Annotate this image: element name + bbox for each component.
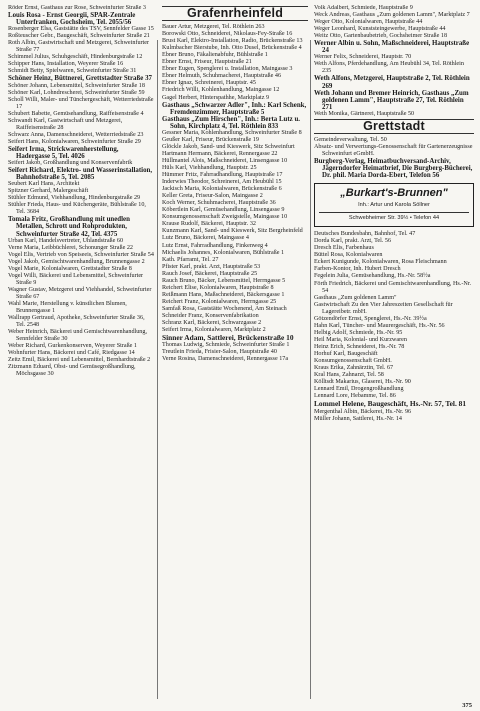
directory-entry: Rauch Josef, Bäckerei, Hauptstraße 25: [162, 270, 258, 277]
directory-entry: Verne Rosina, Damenschneiderei, Rennergasse 17a: [162, 356, 289, 363]
directory-entry: Brust Karl, Elektro-Installation, Radio, Brückenstraße 13: [162, 38, 303, 45]
directory-entry: Schöner Karl, Lohndrescherei, Schweinfurter Straße 59: [8, 89, 145, 96]
directory-entry: Lennard Emil, Drogengroßhandlung: [314, 386, 404, 393]
directory-entry: Seifert Irma, Kolonialwaren, Marktplatz 2: [162, 327, 266, 334]
directory-entry: Stühler Frieda, Haus- und Küchengeräte, Bühlstraße 10, Tel. 3684: [8, 202, 146, 216]
section-heading: Grettstadt: [314, 119, 474, 134]
directory-entry: Helbig Adolf, Schmiede, Hs.-Nr. 95: [314, 329, 403, 336]
directory-entry: Roth Albin, Gastwirtschaft und Metzgerei, Schweinfurter Straße 77: [8, 40, 150, 54]
directory-entry: Ebner Ernst, Friseur, Hauptstraße 21: [162, 59, 252, 66]
directory-entry: Werner Felix, Schneiderei, Hauptstr. 70: [314, 54, 412, 61]
directory-entry: Weth Alfons, Metzgerei, Hauptstraße 2, Tel. Röthlein 269: [314, 75, 470, 90]
directory-entry: Kulmbacher Bierstube, Inh. Otto Dusel, Brückenstraße 4: [162, 45, 302, 52]
directory-entry: Seifert Hans, Kolonialwaren, Schweinfurter Straße 29: [8, 138, 141, 145]
directory-entry: Weth Monika, Gärtnerei, Hauptstraße 50: [314, 110, 415, 117]
directory-entry: Gagel Herbert, Hinterspathhe, Marktplatz 9: [162, 94, 270, 101]
directory-entry: Zitzmann Eduard, Obst- und Gemüsegroßhandlung, Möchsgasse 30: [8, 364, 136, 378]
directory-entry: Reichert Elise, Kolonialwaren, Hauptstraße 8: [162, 284, 274, 291]
directory-entry: Schimmel Julius, Schuhgeschäft, Hindenburgstraße 12: [8, 54, 143, 61]
directory-entry: Lutz Ernst, Fahrradhandlung, Finkenweg 4: [162, 242, 268, 249]
column-divider: [310, 40, 311, 699]
ad-name: „Burkart's-Brunnen": [340, 187, 448, 200]
directory-entry: Köbertlein Karl, Gemüsehandlung, Linsengasse 9: [162, 207, 285, 214]
directory-entry: Roßteuscher Gebr., Baugeschäft, Schweinfurter Straße 21: [8, 33, 150, 40]
directory-entry: Gastwirtschaft Zu den Vier Jahreszeiten Gesellschaft für Lagereibetr. mbH.: [314, 301, 453, 315]
section-heading: Grafenrheinfeld: [162, 6, 308, 21]
directory-entry: Schipper Hans, Installation, Weyerer Straße 16: [8, 61, 124, 68]
column-2: [162, 5, 308, 701]
ad-owner: Inh.: Artur und Karola Söllner: [358, 202, 430, 209]
directory-entry: Schöner Heinz, Büttnerei, Grettstadter Straße 37: [8, 75, 152, 83]
directory-entry: Vogel Jakob, Gemischtwarenhandlung, Brunnengasse 2: [8, 258, 145, 265]
directory-entry: Seifert Jakob, Großhandlung und Konservenfabrik: [8, 160, 133, 167]
directory-entry: Deutsches Bundesbahn, Bahnhof, Tel. 47: [314, 231, 416, 238]
directory-entry: Louis Rosa - Ernst Georgii, SPAR-Zentrale Unterfranken, Gochsheim, Tel. 2055/56: [8, 12, 136, 27]
directory-entry: Förth Friedrich, Bäckerei und Gemischtwarenhandlung, Hs.-Nr. 54: [314, 280, 472, 294]
page-number: 375: [462, 701, 472, 709]
directory-entry: Kraus Erika, Zahnärztin, Tel. 67: [314, 365, 394, 372]
directory-entry: Glöckle Jakob, Sand- und Kieswerk, Sitz Schweinfurt: [162, 143, 295, 150]
directory-entry: Schwarz Anna, Damenschneiderei, Wetterriedstraße 23: [8, 131, 144, 138]
directory-entry: Hüls Karl, Viehhandlung, Hauptstr. 25: [162, 164, 257, 171]
column-1: [8, 5, 154, 701]
directory-entry: Schöner Johann, Lebensmittel, Schweinfurter Straße 18: [8, 82, 145, 89]
directory-entry: Vogel Willi, Bäckerei und Lebensmittel, Schweinfurter Straße 9: [8, 272, 144, 286]
directory-entry: Lennard Lore, Hebamme, Tel. 86: [314, 393, 396, 400]
directory-entry: Reißmann Hans, Maßschneiderei, Bäckersgasse 1: [162, 291, 285, 298]
directory-entry: Farben-Kontor, Inh. Hubert Dresch: [314, 266, 401, 273]
directory-entry: Treutlein Frieda, Frisier-Salon, Hauptstraße 40: [162, 349, 277, 356]
directory-entry: Schmidt Betty, Spielwaren, Schweinfurter Straße 31: [8, 68, 137, 75]
directory-entry: Pfister Karl, prakt. Arzt, Hauptstraße 53: [162, 263, 261, 270]
directory-entry: Verne Maria, Leibbüchlerei, Schonunger Straße 22: [8, 244, 133, 251]
directory-entry: Horhuf Karl, Baugeschäft: [314, 350, 378, 357]
directory-entry: Keller Greta, Friseur-Salon, Maingasse 2: [162, 193, 263, 200]
directory-entry: Tomala Fritz, Großhandlung mit unedlen Metallen, Schrott und Rohprodukten, Schweinfurter Straße 42, Tel. 4375: [8, 216, 130, 238]
directory-entry: Mergenthal Albin, Bäckerei, Hs.-Nr. 96: [314, 408, 412, 415]
directory-entry: Büttel Rosa, Kolonialwaren: [314, 252, 383, 259]
directory-entry: Weth Johann und Bremer Heinrich, Gasthaus „Zum goldenen Lamm", Hauptstraße 27, Tel. Röthlein 271: [314, 89, 469, 111]
directory-entry: Ebner Bruno, Fäkalienabfuhr, Bühlstraße 1: [162, 52, 268, 59]
directory-entry: Ebner Eugen, Spenglerei u. Installation, Maingasse 3: [162, 66, 293, 73]
directory-entry: Dorda Karl, prakt. Arzt, Tel. 56: [314, 238, 392, 245]
directory-entry: Thomas Ludwig, Schmiede, Schweinfurter Straße 1: [162, 342, 290, 349]
directory-entry: Kölltsdt Makarius, Glaserei, Hs.-Nr. 90: [314, 379, 411, 386]
directory-entry: Schranz Karl, Bäckerei, Schwarzgasse 2: [162, 320, 262, 327]
directory-entry: Röder Ernst, Gasthaus zur Rose, Schweinfurter Straße 3: [8, 5, 146, 11]
directory-entry: Konsumgenossenschaft GmbH.: [314, 358, 392, 365]
directory-entry: Gessner Maria, Kohlenhandlung, Schweinfurter Straße 8: [162, 129, 302, 136]
directory-entry: Inderwies Theodor, Schreinerei, Am Heubühl 15: [162, 179, 282, 186]
directory-entry: Absatz- und Verwertungs-Genossenschaft für Gartenerzeugnisse Schweinfurt eGmbH.: [314, 143, 473, 157]
directory-entry: Weber Richard, Gurkenkonserven, Weyerer Straße 1: [8, 343, 137, 350]
directory-entry: Kral Hans, Zahnarzt, Tel. 58: [314, 372, 384, 379]
directory-entry: Hüllmantel Alois, Maßschneiderei, Linsengasse 10: [162, 157, 288, 164]
directory-entry: Werner Albin u. Sohn, Maßschneiderei, Hauptstraße 24: [314, 40, 470, 55]
directory-entry: Kath. Pfarramt, Tel. 27: [162, 256, 219, 263]
directory-entry: Hümmer Fritz, Fahrradhandlung, Hauptstraße 17: [162, 172, 283, 179]
directory-entry: Michaelis Johannes, Kolonialwaren, Bühlstraße 1: [162, 249, 285, 256]
directory-entry: Konsumgenossenschaft Zweigstelle, Maingasse 10: [162, 214, 288, 221]
column-divider: [157, 40, 158, 699]
directory-entry: Friedrich Willi, Kohlenhandlung, Maingasse 12: [162, 87, 280, 94]
directory-entry: Weber Heinrich, Bäckerei und Gemischtwarenhandlung, Sennfelder Straße 30: [8, 329, 147, 343]
directory-entry: Weger Leonhard, Kunststeingewerbe, Hauptstraße 44: [314, 26, 446, 33]
directory-entry: Sinner Adam, Sattlerei, Brückenstraße 10: [162, 333, 294, 343]
directory-entry: Wallrapp Gertraud, Apotheke, Schweinfurter Straße 36, Tel. 2548: [8, 315, 145, 329]
directory-entry: Gasthaus „Zum goldenen Lamm": [314, 294, 397, 301]
directory-entry: Schubert Babette, Gemüsehandlung, Raiffeisenstraße 4: [8, 110, 144, 117]
directory-entry: Weck Andreas, Gasthaus „Zum goldenen Lamm", Marktplatz 7: [314, 12, 470, 19]
directory-entry: Geußer Karl, Friseur, Brückenstraße 19: [162, 136, 259, 143]
directory-entry: Spitzner Gerhard, Malergeschäft: [8, 188, 89, 195]
directory-entry: Weitz Otto, Gartenbaubetrieb, Gochsheimer Straße 18: [314, 33, 448, 40]
directory-entry: Eckert Kunigunde, Kolonialwaren, Rosa Fleischmann: [314, 259, 447, 266]
directory-entry: Lommel Helene, Baugeschäft, Hs.-Nr. 57, Tel. 81: [314, 399, 467, 409]
directory-entry: Volk Adalbert, Schmiede, Hauptstraße 9: [314, 5, 413, 11]
directory-entry: Scholl Willi, Maler- und Tünchergeschäft, Wetterriedstraße 17: [8, 96, 154, 110]
directory-entry: Ebner Ignaz, Schreinerei, Hauptstr. 45: [162, 80, 256, 87]
directory-entry: Rauch Bruno, Bäcker, Lebensmittel, Herrngasse 5: [162, 277, 286, 284]
directory-entry: Zeitz Emil, Bäckerei und Lebensmittel, Bernhardtstraße 2: [8, 357, 151, 364]
directory-entry: Schwandt Karl, Gastwirtschaft und Metzgerei, Raiffeisenstraße 28: [8, 117, 123, 131]
directory-entry: Gasthaus „Zum Hirschen", Inh.: Berta Lutz u. Sohn, Kirchplatz 4, Tel. Röthlein 833: [162, 115, 301, 130]
directory-entry: Samfaß Rosa, Gaststätte Wochenend, Am Steinach: [162, 305, 287, 312]
directory-entry: Heinz Erich, Schneiderei, Hs.-Nr. 78: [314, 343, 405, 350]
directory-entry: Rosenberger Elsa, Gaststätte des TSV, Sennfelder Gasse 15: [8, 26, 154, 33]
directory-entry: Vogel Marie, Kolonialwaren, Grettstadter Straße 8: [8, 265, 132, 272]
column-3: [314, 5, 474, 701]
directory-entry: Jackisch Maria, Kolonialwaren, Brückenstraße 6: [162, 186, 282, 193]
directory-entry: Bauer Artur, Metzgerei, Tel. Röthlein 263: [162, 24, 265, 31]
directory-entry: Seubert Karl Hans, Architekt: [8, 181, 80, 188]
directory-entry: Kunzmann Karl, Sand- und Kieswerk, Sitz Bergrheinfeld: [162, 228, 303, 235]
directory-entry: Lutz Bruno, Bäckerei, Maingasse 4: [162, 235, 249, 242]
directory-entry: Vogel Elis, Vertrieb von Speiseeis, Schweinfurter Straße 54: [8, 251, 154, 258]
directory-entry: Fegelein Julia, Gemüsehandlung, Hs.-Nr. 58½a: [314, 273, 431, 280]
directory-entry: Gasthaus „Schwarzer Adler", Inh.: Karl Schenk, Fremdenzimmer, Hauptstraße 5: [162, 101, 307, 116]
directory-entry: Reichert Franz, Kolonialwaren, Herrngasse 25: [162, 298, 277, 305]
directory-entry: Borowski Otto, Schneiderei, Nikolaus-Fey-Straße 16: [162, 31, 293, 38]
advertisement-box: [314, 183, 474, 227]
directory-entry: Hartmann Hermann, Bäckerei, Rennergasse 22: [162, 150, 278, 157]
directory-entry: Seifert Irma, Strickwarenherstellung, Hadergasse 5, Tel. 4026: [8, 145, 119, 160]
directory-entry: Burgberg-Verlag, Heimatbuchversand-Archiv, Jägerndorfer Heimatbrief, Die Burgberg-Bücherei, Dr. phil. Maria Dorda-Ebert, Telefon 56: [314, 157, 473, 180]
directory-entry: Urban Karl, Handelsvertreter, Uhlandstraße 60: [8, 237, 124, 244]
directory-entry: Seifert Richard, Elektro- und Wasserinstallation, Bahnhofstraße 5, Tel. 2085: [8, 167, 153, 182]
directory-entry: Schneider Franz, Konservenfabrikation: [162, 312, 259, 319]
directory-entry: Müller Johann, Sattlerei, Hs.-Nr. 14: [314, 415, 403, 422]
directory-entry: Wohnfurter Hans, Bäckerei und Café, Riedgasse 14: [8, 350, 135, 357]
directory-entry: Stühler Edmund, Viehhandlung, Hindenburgstraße 29: [8, 195, 141, 202]
directory-entry: Koch Werner, Schuhmacherei, Hauptstraße 36: [162, 200, 276, 207]
directory-entry: Wahl Marie, Herstellung v. künstlichen Blumen, Brunnengasse 1: [8, 300, 127, 315]
directory-entry: Krause Rudolf, Bäckerei, Hauptstr. 32: [162, 221, 256, 228]
directory-entry: Weger Otto, Kolonialwaren, Hauptstraße 44: [314, 19, 423, 26]
directory-entry: Weth Alfons, Pferdehandlung, Am Heubühl 34, Tel. Röthlein 235: [314, 61, 464, 75]
ad-address: Schwebheimer Str. 39½ • Telefon 44: [319, 212, 469, 222]
directory-entry: Wagner Gustav, Metzgerei und Viehhandel, Schweinfurter Straße 67: [8, 286, 152, 300]
directory-entry: Hahn Karl, Tüncher- und Maurergeschäft, Hs.-Nr. 56: [314, 322, 445, 329]
directory-entry: Heil Maria, Kolonial- und Kurzwaren: [314, 336, 407, 343]
directory-entry: Dresch Elis, Farbenhaus: [314, 245, 374, 252]
directory-entry: Ebner Helmuth, Schuhmacherei, Hauptstraße 46: [162, 73, 282, 80]
directory-entry: Gemeindeverwaltung, Tel. 50: [314, 136, 387, 143]
directory-entry: Götzendörfer Ernst, Spenglerei, Hs.-Nr. 39½a: [314, 315, 427, 322]
